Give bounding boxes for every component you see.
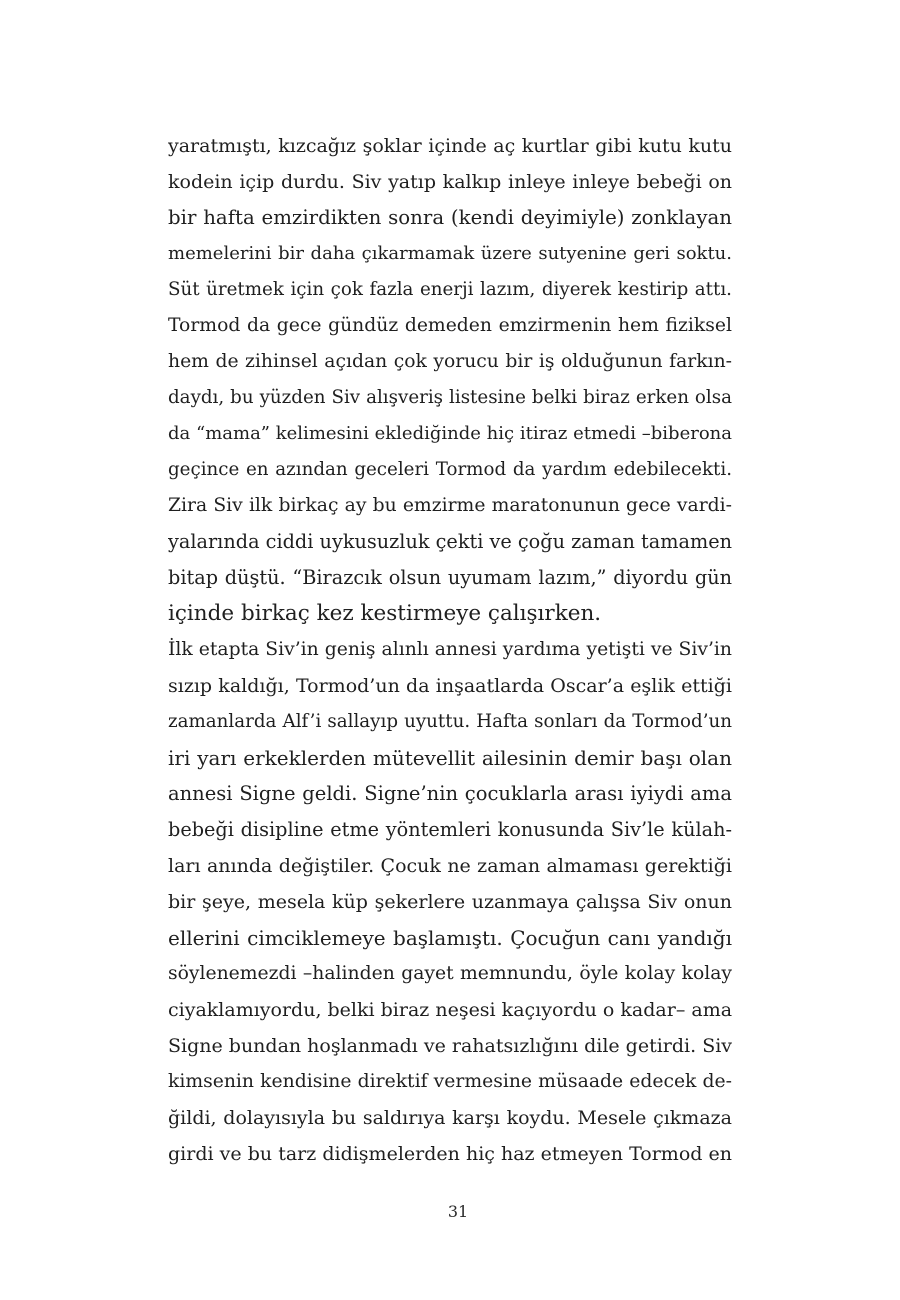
page-number: 31 xyxy=(447,1202,469,1221)
text-line: girdi ve bu tarz didişmelerden hiç haz etmeyen Tormod en xyxy=(168,1143,732,1165)
text-line: hem de zihinsel açıdan çok yorucu bir iş olduğunun farkın- xyxy=(168,351,732,372)
text-line: kodein içip durdu. Siv yatıp kalkıp inleye inleye bebeği on xyxy=(168,171,732,193)
text-line: ğildi, dolayısıyla bu saldırıya karşı koydu. Mesele çıkmaza xyxy=(168,1107,732,1129)
text-line: Süt üretmek için çok fazla enerji lazım, diyerek kestirip attı. xyxy=(168,279,732,300)
text-line: ları anında değiştiler. Çocuk ne zaman almaması gerektiği xyxy=(168,855,732,877)
text-line: yalarında ciddi uykusuzluk çekti ve çoğu zaman tamamen xyxy=(168,530,732,553)
text-line: Signe bundan hoşlanmadı ve rahatsızlığını dile getirdi. Siv xyxy=(168,1035,732,1057)
paragraph-1 xyxy=(168,128,732,632)
paragraph-2 xyxy=(168,632,732,1172)
text-line: yaratmıştı, kızcağız şoklar içinde aç kurtlar gibi kutu kutu xyxy=(168,135,732,157)
text-line: ellerini cimciklemeye başlamıştı. Çocuğun canı yandığı xyxy=(168,926,732,950)
text-line: geçince en azından geceleri Tormod da yardım edebilecekti. xyxy=(168,459,732,480)
text-line: ciyaklamıyordu, belki biraz neşesi kaçıyordu o kadar– ama xyxy=(168,999,732,1021)
text-line: memelerini bir daha çıkarmamak üzere sutyenine geri soktu. xyxy=(168,243,732,264)
text-line: bitap düştü. “Birazcık olsun uyumam lazım,” diyordu gün xyxy=(168,566,732,589)
text-line: kimsenin kendisine direktif vermesine müsaade edecek de- xyxy=(168,1071,732,1092)
text-line: bebeği disipline etme yöntemleri konusunda Siv’le külah- xyxy=(168,818,732,841)
text-line: Zira Siv ilk birkaç ay bu emzirme maratonunun gece vardi- xyxy=(168,495,732,516)
text-line: sızıp kaldığı, Tormod’un da inşaatlarda Oscar’a eşlik ettiği xyxy=(168,675,732,697)
text-line: İlk etapta Siv’in geniş alınlı annesi yardıma yetişti ve Siv’in xyxy=(168,639,732,660)
text-line: söylenemezdi –halinden gayet memnundu, öyle kolay kolay xyxy=(168,963,732,984)
text-line: bir hafta emzirdikten sonra (kendi deyimiyle) zonklayan xyxy=(168,206,732,229)
text-line: da “mama” kelimesini eklediğinde hiç itiraz etmedi –biberona xyxy=(168,423,732,444)
text-line: bir şeye, mesela küp şekerlere uzanmaya çalışsa Siv onun xyxy=(168,891,732,913)
text-line: Tormod da gece gündüz demeden emzirmenin hem fiziksel xyxy=(168,315,732,336)
text-line: içinde birkaç kez kestirmeye çalışırken. xyxy=(168,601,602,626)
text-line: zamanlarda Alf’i sallayıp uyuttu. Hafta sonları da Tormod’un xyxy=(168,711,732,732)
text-line: annesi Signe geldi. Signe’nin çocuklarla arası iyiydi ama xyxy=(168,782,732,805)
text-line: iri yarı erkeklerden mütevellit ailesinin demir başı olan xyxy=(168,746,732,770)
text-line: daydı, bu yüzden Siv alışveriş listesine belki biraz erken olsa xyxy=(168,387,732,408)
